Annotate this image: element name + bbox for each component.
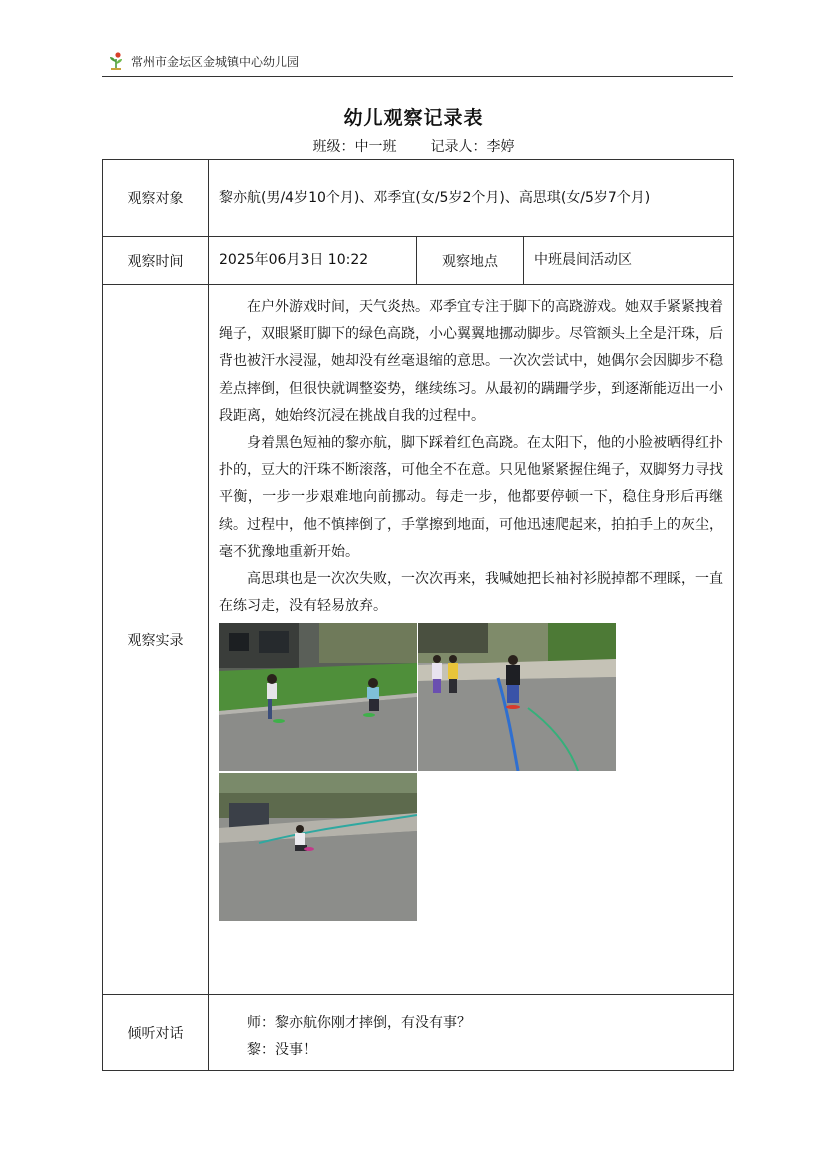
observation-photo-3 xyxy=(219,773,417,921)
time-label: 观察时间 xyxy=(103,237,209,285)
record-paragraph: 身着黑色短袖的黎亦航，脚下踩着红色高跷。在太阳下，他的小脸被晒得红扑扑的，豆大的汗珠不断滚落，可他全不在意。只见他紧紧握住绳子，双脚努力寻找平衡，一步一步艰难地向前挪动。每走一步，他都要停顿一下，稳住身形后再继续。过程中，他不慎摔倒了，手掌擦到地面，可他迅速爬起来，拍拍手上的灰尘，毫不犹豫地重新开始。 xyxy=(219,435,724,560)
dialog-body xyxy=(209,995,734,1071)
observation-photo-2 xyxy=(418,623,616,771)
time-place-row xyxy=(103,237,734,285)
document-subtitle xyxy=(0,136,827,156)
sprout-logo-icon xyxy=(107,51,125,71)
header-divider xyxy=(102,76,733,77)
observation-record-table xyxy=(102,159,734,1071)
recorder-label: 记录人：李婷 xyxy=(430,139,515,155)
place-value: 中班晨间活动区 xyxy=(524,237,734,285)
record-row xyxy=(103,285,734,995)
record-body xyxy=(209,285,734,995)
subject-value: 黎亦航(男/4岁10个月)、邓季宜(女/5岁2个月)、高思琪(女/5岁7个月) xyxy=(209,160,734,237)
dialog-line: 黎：没事！ xyxy=(247,1042,317,1058)
record-paragraph: 在户外游戏时间，天气炎热。邓季宜专注于脚下的高跷游戏。她双手紧紧拽着绳子，双眼紧盯脚下的绿色高跷，小心翼翼地挪动脚步。尽管额头上全是汗珠，后背也被汗水浸湿，她却没有丝毫退缩的意思。一次次尝试中，她偶尔会因脚步不稳差点摔倒，但很快就调整姿势，继续练习。从最初的蹒跚学步，到逐渐能迈出一小段距离，她始终沉浸在挑战自我的过程中。 xyxy=(219,299,724,424)
subject-label: 观察对象 xyxy=(103,160,209,237)
place-label: 观察地点 xyxy=(417,237,524,285)
school-name: 常州市金坛区金城镇中心幼儿园 xyxy=(131,54,300,69)
class-label: 班级：中一班 xyxy=(312,139,397,155)
subject-row xyxy=(103,160,734,237)
dialog-line: 师：黎亦航你刚才摔倒，有没有事？ xyxy=(247,1015,471,1031)
observation-photo-1 xyxy=(219,623,417,771)
page-header xyxy=(107,50,299,72)
time-value: 2025年06月3日 10:22 xyxy=(209,237,417,285)
dialog-row xyxy=(103,995,734,1071)
record-paragraph: 高思琪也是一次次失败，一次次再来，我喊她把长袖衬衫脱掉都不理睬，一直在练习走，没有轻易放弃。 xyxy=(219,571,724,615)
document-title: 幼儿观察记录表 xyxy=(343,107,484,129)
record-label: 观察实录 xyxy=(103,285,209,995)
photo-grid xyxy=(219,623,617,923)
dialog-label: 倾听对话 xyxy=(103,995,209,1071)
